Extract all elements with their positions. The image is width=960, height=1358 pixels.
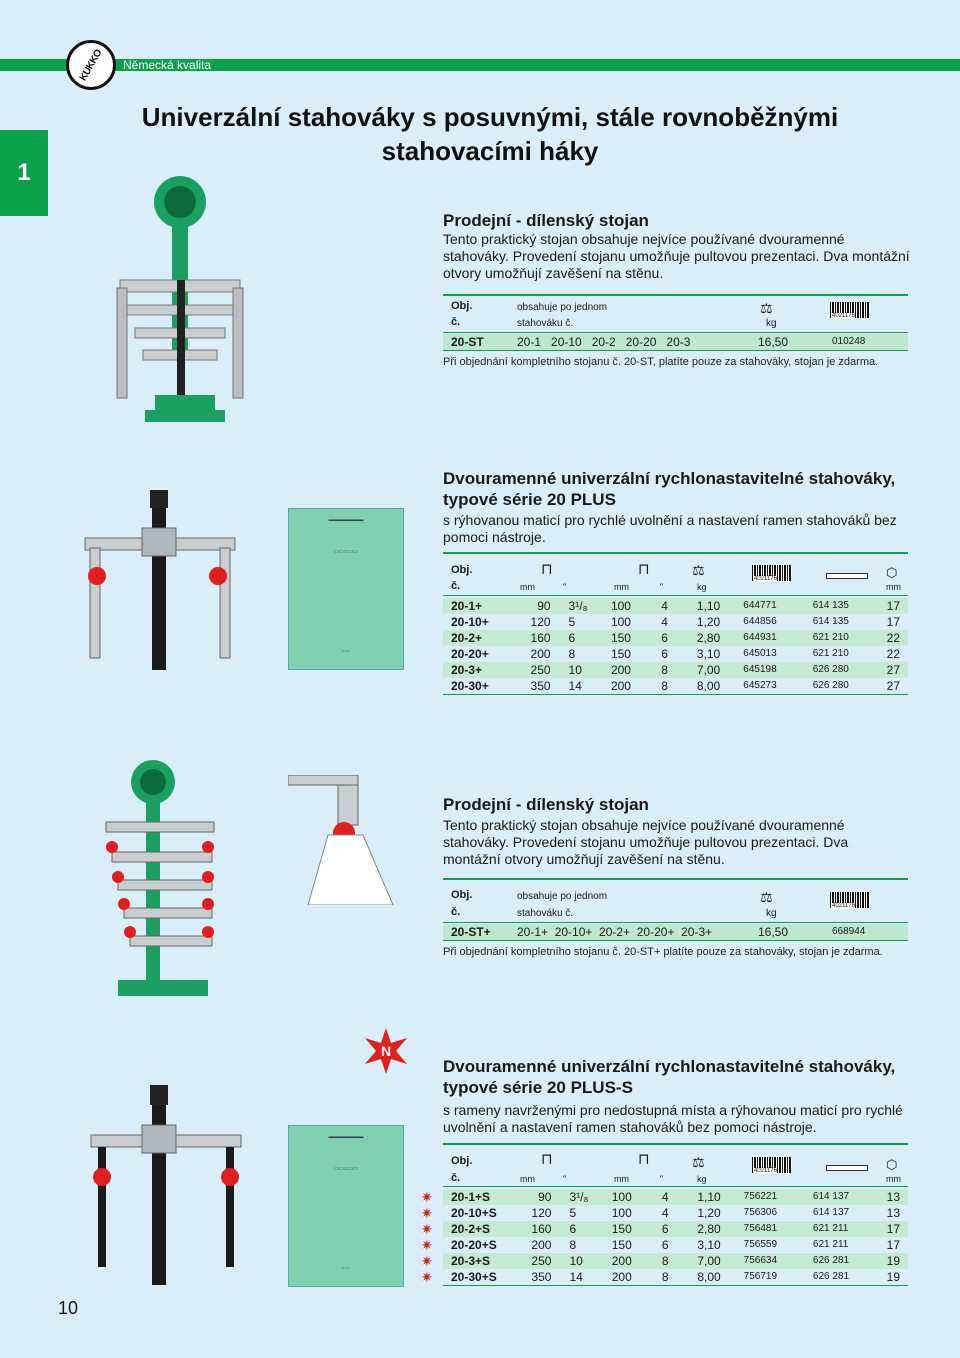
col-mm-label: mm xyxy=(520,582,535,592)
table-cell: 200 xyxy=(611,1270,632,1284)
table-row xyxy=(443,630,908,646)
table-cell: 6 xyxy=(661,631,668,645)
table-cell: 621 211 xyxy=(812,1223,849,1234)
certificate-image: ▬▬▬▬▬▬▬ ▭▭▭▭▭ ~~~ xyxy=(288,1125,404,1287)
new-badge-label: N xyxy=(380,1043,392,1059)
table-row xyxy=(443,662,908,678)
table-cell: 10 xyxy=(568,663,582,677)
scale-icon: ⚖ xyxy=(692,562,705,578)
table-cell: 120 xyxy=(530,615,551,629)
col-c-label: č. xyxy=(451,580,461,592)
table-cell: 90 xyxy=(538,1190,552,1204)
table-cell: 1,10 xyxy=(696,599,721,613)
title-line-1: Univerzální stahováky s posuvnými, stále rovnoběžnými xyxy=(141,102,839,132)
table-cell: 644931 xyxy=(743,632,777,643)
table-cell: 6 xyxy=(569,1222,577,1236)
divider xyxy=(443,694,908,695)
table-cell: 756481 xyxy=(743,1223,778,1234)
reach-icon: ⊓ xyxy=(541,1151,553,1168)
table-cell: 200 xyxy=(531,1238,552,1252)
table-row xyxy=(443,1253,908,1269)
table-cell: 27 xyxy=(886,663,900,677)
table-cell: 20-2+ xyxy=(451,631,483,645)
table-cell: 150 xyxy=(610,631,631,645)
table-row xyxy=(443,646,908,662)
table-row xyxy=(443,678,908,694)
table-cell: 3¹/₈ xyxy=(569,1190,589,1204)
table-cell: 621 210 xyxy=(812,648,849,659)
table-cell: 8 xyxy=(569,1238,577,1252)
barcode-digits: 4021176 xyxy=(754,1168,777,1174)
table-cell: 13 xyxy=(886,1190,900,1204)
table-cell: 621 210 xyxy=(812,632,849,643)
table-cell: 13 xyxy=(886,1206,900,1220)
reach-icon: ⊓ xyxy=(541,561,553,578)
puller-20plus-s-image xyxy=(86,1085,251,1285)
table-cell: 626 280 xyxy=(812,664,849,675)
page-title xyxy=(90,100,890,168)
stand-20stplus-image xyxy=(98,752,238,1002)
table-cell: 614 135 xyxy=(812,600,849,611)
table-cell: 350 xyxy=(531,1270,552,1284)
new-item-star-icon: ✷ xyxy=(421,1205,433,1221)
col-obj-label: Obj. xyxy=(451,889,473,901)
table-cell: 614 135 xyxy=(812,616,849,627)
table-cell: 2,80 xyxy=(696,631,721,645)
barcode-digits: 4021176 xyxy=(832,313,855,319)
divider xyxy=(443,1143,908,1145)
table-cell: 20-3+S xyxy=(451,1254,491,1268)
table-cell: 626 281 xyxy=(812,1255,850,1266)
section4-description: s rameny navrženými pro nedostupná místa a rýhovanou maticí pro rychlé uvolnění a nastavení ramen stahováků bez pomoci nástroje. xyxy=(443,1102,903,1135)
divider xyxy=(443,332,908,333)
puller-detail-image xyxy=(288,775,398,905)
table-cell: 14 xyxy=(569,1270,583,1284)
table-cell: 8 xyxy=(661,663,668,677)
table-cell: 626 280 xyxy=(812,680,849,691)
weight-value: 16,50 xyxy=(758,335,789,349)
divider xyxy=(443,294,908,296)
table-cell: 14 xyxy=(568,679,582,693)
table-cell: 20-10+S xyxy=(451,1206,497,1220)
barcode-digits: 4021176 xyxy=(754,576,777,582)
table-cell: 22 xyxy=(886,647,900,661)
table-cell: 1,20 xyxy=(697,1206,721,1220)
section1-note: Při objednání kompletního stojanu č. 20-ST, platíte pouze za stahováky, stojan je zdarma. xyxy=(443,356,879,368)
section1-text xyxy=(443,210,913,282)
weight-value: 16,50 xyxy=(758,925,789,939)
order-number: 20-ST xyxy=(451,335,484,349)
table-cell: 200 xyxy=(610,663,631,677)
table-cell: 20-20+ xyxy=(451,647,489,661)
table-cell: 645198 xyxy=(743,664,777,675)
col-obj-label: Obj. xyxy=(451,564,473,576)
table-cell: 756306 xyxy=(743,1207,778,1218)
table-cell: 8 xyxy=(568,647,576,661)
table-cell: 6 xyxy=(568,631,576,645)
table-cell: 150 xyxy=(610,647,631,661)
table-cell: 1,20 xyxy=(696,615,721,629)
new-item-star-icon: ✷ xyxy=(421,1221,433,1237)
table-cell: 621 211 xyxy=(812,1239,849,1250)
table-cell: 8 xyxy=(661,1254,669,1268)
section1-description: Tento praktický stojan obsahuje nejvíce používané dvouramenné stahováky. Provedení stojanu umožňuje pultovou prezentaci. Dva montážní otvory umožňují zavěšení na stěnu. xyxy=(443,231,910,281)
scale-icon: ⚖ xyxy=(760,300,773,316)
table-cell: 20-3+ xyxy=(451,663,483,677)
table-cell: 4 xyxy=(661,1206,669,1220)
title-line-2: stahovacími háky xyxy=(381,136,599,166)
table-cell: 100 xyxy=(611,1206,632,1220)
ean-value: 668944 xyxy=(832,926,866,937)
table-cell: 756221 xyxy=(743,1191,778,1202)
section1-heading: Prodejní - dílenský stojan xyxy=(443,211,649,230)
table-row xyxy=(443,1189,908,1205)
divider xyxy=(443,878,908,880)
table-cell: 8 xyxy=(661,679,668,693)
table-cell: 17 xyxy=(886,1238,900,1252)
col-c-label: č. xyxy=(451,316,461,328)
table-cell: 90 xyxy=(537,599,551,613)
spindle-icon xyxy=(826,1165,868,1171)
section2-heading: Dvouramenné univerzální rychlonastavitelné stahováky, typové série 20 PLUS xyxy=(443,469,896,509)
col-contains-label: obsahuje po jednom xyxy=(517,302,608,313)
divider xyxy=(443,595,908,596)
col-inch-label: " xyxy=(660,582,664,592)
table-cell: 17 xyxy=(886,599,900,613)
col-inch-label: " xyxy=(563,1174,567,1184)
table-row xyxy=(443,1221,908,1237)
table-cell: 8 xyxy=(661,1270,669,1284)
divider xyxy=(443,1186,908,1187)
section2-description: s rýhovanou maticí pro rychlé uvolnění a nastavení ramen stahováků bez pomoci nástroje. xyxy=(443,512,897,545)
table-cell: 8,00 xyxy=(696,679,721,693)
table-cell: 645273 xyxy=(743,680,777,691)
table-cell: 7,00 xyxy=(697,1254,721,1268)
table-cell: 644856 xyxy=(743,616,777,627)
table-cell: 8,00 xyxy=(697,1270,721,1284)
table-cell: 20-1+ xyxy=(451,599,483,613)
section4-table xyxy=(443,1189,908,1285)
order-number: 20-ST+ xyxy=(451,925,491,939)
table-cell: 200 xyxy=(530,647,551,661)
table-cell: 614 137 xyxy=(812,1191,850,1202)
stand-20st-image xyxy=(105,170,265,440)
col-kg-label: kg xyxy=(697,1174,707,1184)
col-obj-label: Obj. xyxy=(451,300,473,312)
table-cell: 160 xyxy=(531,1222,552,1236)
col-c-label: č. xyxy=(451,906,461,918)
col-mm-label: mm xyxy=(614,582,629,592)
section4-heading: Dvouramenné univerzální rychlonastavitelné stahováky, typové série 20 PLUS-S xyxy=(443,1057,896,1097)
table-cell: 5 xyxy=(569,1206,577,1220)
table-cell: 3,10 xyxy=(696,647,721,661)
section3-text xyxy=(443,794,908,868)
scale-icon: ⚖ xyxy=(760,889,773,905)
barcode-digits: 4021176 xyxy=(832,903,855,909)
table-cell: 6 xyxy=(661,647,668,661)
table-cell: 10 xyxy=(569,1254,583,1268)
kukko-logo xyxy=(66,40,116,90)
quality-label: Německá kvalita xyxy=(123,58,212,72)
table-cell: 19 xyxy=(886,1254,900,1268)
table-cell: 5 xyxy=(568,615,576,629)
section4-text xyxy=(443,1056,903,1136)
col-c-label: č. xyxy=(451,1172,461,1184)
col-mm-label: mm xyxy=(886,1174,901,1184)
table-cell: 150 xyxy=(611,1238,632,1252)
table-cell: 350 xyxy=(530,679,551,693)
table-cell: 756634 xyxy=(743,1255,778,1266)
col-inch-label: " xyxy=(563,582,567,592)
puller-20plus-image xyxy=(80,490,245,670)
table-cell: 150 xyxy=(611,1222,632,1236)
table-cell: 645013 xyxy=(743,648,777,659)
ean-value: 010248 xyxy=(832,336,866,347)
table-cell: 20-30+ xyxy=(451,679,489,693)
col-mm-label: mm xyxy=(886,582,901,592)
table-cell: 7,00 xyxy=(696,663,721,677)
table-cell: 100 xyxy=(610,615,631,629)
table-cell: 22 xyxy=(886,631,900,645)
table-row xyxy=(443,598,908,614)
col-contains-label: obsahuje po jednom xyxy=(517,891,608,902)
section3-description: Tento praktický stojan obsahuje nejvíce používané dvouramenné stahováky. Provedení stojanu umožňuje pultovou prezentaci. Dva montážní otvory umožňují zavěšení na stěnu. xyxy=(443,817,849,867)
table-row xyxy=(443,1237,908,1253)
table-cell: 20-2+S xyxy=(451,1222,491,1236)
col-contains-label-2: stahováku č. xyxy=(517,908,574,919)
chapter-tab: 1 xyxy=(0,130,48,216)
col-mm-label: mm xyxy=(614,1174,629,1184)
section3-note: Při objednání kompletního stojanu č. 20-ST+ platíte pouze za stahováky, stojan je zdarma. xyxy=(443,946,883,958)
table-cell: 3,10 xyxy=(697,1238,721,1252)
table-cell: 2,80 xyxy=(697,1222,721,1236)
col-obj-label: Obj. xyxy=(451,1155,473,1167)
col-kg-label: kg xyxy=(766,318,777,329)
new-item-star-icon: ✷ xyxy=(421,1189,433,1205)
table-cell: 3¹/₈ xyxy=(568,599,588,613)
table-cell: 20-10+ xyxy=(451,615,489,629)
section2-table xyxy=(443,598,908,694)
table-cell: 6 xyxy=(661,1222,669,1236)
table-cell: 20-1+S xyxy=(451,1190,491,1204)
spindle-icon xyxy=(826,573,868,579)
table-cell: 160 xyxy=(530,631,551,645)
table-cell: 6 xyxy=(661,1238,669,1252)
divider xyxy=(443,940,908,941)
section3-heading: Prodejní - dílenský stojan xyxy=(443,795,649,814)
page-number: 10 xyxy=(58,1298,79,1318)
hexagon-icon: ⬡ xyxy=(886,565,898,580)
divider xyxy=(443,350,908,351)
new-item-star-icon: ✷ xyxy=(421,1237,433,1253)
table-cell: 17 xyxy=(886,1222,900,1236)
table-cell: 644771 xyxy=(743,600,777,611)
col-inch-label: " xyxy=(660,1174,664,1184)
divider xyxy=(443,552,908,554)
table-cell: 100 xyxy=(611,1190,632,1204)
new-item-star-icon: ✷ xyxy=(421,1269,433,1285)
new-item-star-icon: ✷ xyxy=(421,1253,433,1269)
contained-items: 20-1+ 20-10+ 20-2+ 20-20+ 20-3+ xyxy=(517,925,713,939)
table-cell: 1,10 xyxy=(697,1190,721,1204)
table-cell: 250 xyxy=(531,1254,552,1268)
table-cell: 19 xyxy=(886,1270,900,1284)
hexagon-icon: ⬡ xyxy=(886,1157,898,1172)
certificate-image: ▬▬▬▬▬▬▬ ▭▭▭▭▭ ~~~ xyxy=(288,508,404,670)
scale-icon: ⚖ xyxy=(692,1154,705,1170)
table-cell: 4 xyxy=(661,599,668,613)
table-cell: 17 xyxy=(886,615,900,629)
table-row xyxy=(443,614,908,630)
table-cell: 614 137 xyxy=(812,1207,850,1218)
section2-text xyxy=(443,468,903,546)
divider xyxy=(443,1285,908,1286)
table-cell: 27 xyxy=(886,679,900,693)
table-cell: 100 xyxy=(610,599,631,613)
table-cell: 250 xyxy=(530,663,551,677)
table-cell: 200 xyxy=(610,679,631,693)
table-cell: 756719 xyxy=(743,1271,778,1282)
table-cell: 200 xyxy=(611,1254,632,1268)
col-kg-label: kg xyxy=(766,908,777,919)
table-cell: 120 xyxy=(531,1206,552,1220)
table-cell: 626 281 xyxy=(812,1271,850,1282)
table-row xyxy=(443,1269,908,1285)
new-badge-icon xyxy=(363,1028,409,1074)
divider xyxy=(443,922,908,923)
table-cell: 4 xyxy=(661,1190,669,1204)
depth-icon: ⊓ xyxy=(638,1151,650,1168)
col-kg-label: kg xyxy=(697,582,707,592)
table-cell: 20-30+S xyxy=(451,1270,497,1284)
logo-text: KUKKO xyxy=(77,47,105,83)
col-mm-label: mm xyxy=(520,1174,535,1184)
col-contains-label-2: stahováku č. xyxy=(517,318,574,329)
table-cell: 756559 xyxy=(743,1239,778,1250)
table-cell: 4 xyxy=(661,615,668,629)
table-cell: 20-20+S xyxy=(451,1238,497,1252)
depth-icon: ⊓ xyxy=(638,561,650,578)
contained-items: 20-1 20-10 20-2 20-20 20-3 xyxy=(517,335,691,349)
table-row xyxy=(443,1205,908,1221)
